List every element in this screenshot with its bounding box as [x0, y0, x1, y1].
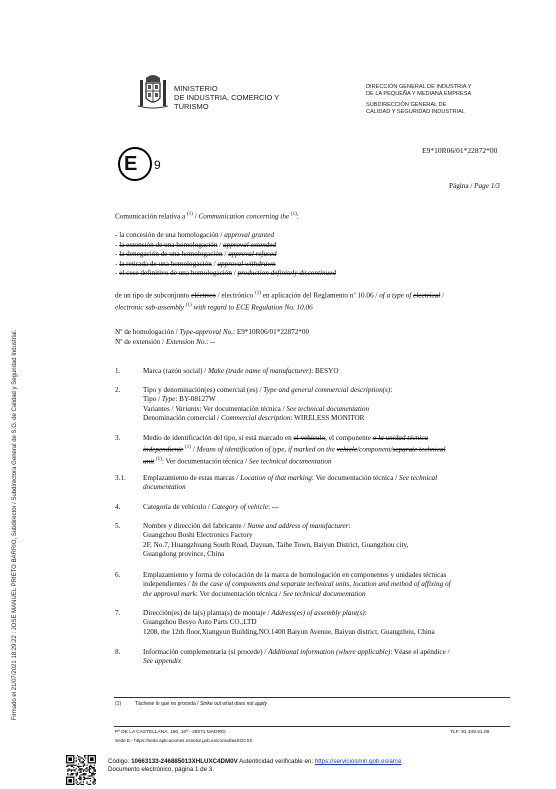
item-type: Tipo y denominación(es) comercial (es) / Type and general commercial description(s): Tipo / Type: BY-08127W Variantes / Variants: Ver documentación técnica / See technical documentation Denominación comercial / Commercial description: WIRELESS MONITOR — [143, 386, 393, 423]
signature-stamp — [10, 325, 20, 725]
item-make: Marca (razón social) / Make (trade name of manufacturer): BESYO — [143, 367, 339, 375]
item-number: 2. — [115, 386, 121, 394]
ministry-line: DE INDUSTRIA, COMERCIO Y — [174, 93, 280, 102]
concession-list — [115, 231, 336, 279]
list-item: - la retirada de una homologación / approval withdrawn — [115, 259, 276, 268]
extension-number: Nº de extensión / Extension No.: -- — [115, 337, 215, 346]
footer-sede-link[interactable]: Sede E.- https://sede.aplicaciones.minetur.gob.es/consultasSGCSI/ — [115, 738, 253, 743]
list-item: - el cese definitivo de una homologación / production definitely discontinued — [115, 269, 336, 278]
ministry-line: MINISTERIO — [174, 84, 218, 93]
ministry-name — [174, 84, 279, 111]
item-manufacturer: Nombre y dirección del fabricante / Name and address of manufacturer: Guangzhou Boshi Electronics Factory 2F, No.7, Huangzhuang South Road, Dayuan, Taihe Town, Baiyun District, Guangzhou city, Guangdong province, China — [143, 522, 409, 559]
item-identification: Medio de identificación del tipo, si está marcado en el vehículo, el componente o la unidad técnica independiente $^{(1)}$ / Means of identification of type, if marked on the vehicle/component/separate technical unit $^{(1)}$: Ver documentación técnica / See technical documentation — [143, 434, 446, 466]
footer-divider — [114, 726, 510, 727]
item-vehicle-category: Categoría de vehículo / Category of vehicle: --- — [143, 503, 279, 511]
verification-block: Código: 10663133-246885013XHLUXC4DM0V Autenticidad verificable en: https://serviciosmin.gob.es/arce Documento electrónico, página 1 de 3. — [108, 758, 402, 773]
list-item: - la concesión de una homologación / approval granted — [115, 231, 275, 239]
item-marking-location: Emplazamiento de estas marcas / Location of that marking: Ver documentación técnica / See technical documentation — [143, 474, 438, 492]
item-number: 1. — [115, 367, 121, 375]
list-item: - la extensión de una homologación / approval extended — [115, 240, 277, 249]
item-mark-placement: Emplazamiento y forma de colocación de la marca de homologación en componentes y unidades técnicas independientes / In the case of components and separate technical units, location and method of affixing of the approval mark: Ver documentación técnica / See technical documentation — [143, 571, 451, 598]
signature-stamp-text: Firmado el 21/07/2021 18:29:22 : JOSE MANUEL PRIETO BARRIO, Subdirector / Subdirectora General de S.G. de Calidad y Seguridad Industrial. — [12, 329, 18, 721]
e-mark-number: 9 — [154, 158, 161, 172]
list-item: - la denegación de una homologación / approval refused — [115, 250, 277, 259]
page-label-en: Page 1/3 — [474, 182, 500, 190]
e-mark-circle — [118, 147, 152, 181]
subassembly-statement: de un tipo de subconjunto eléctrico / electrónico $^{(1)}$ en aplicación del Reglamento nº 10.06 / of a type of electrical / electronic sub-assembly $^{(1)}$ with regard to ECE Regulation No. 10.06 — [115, 291, 445, 312]
item-number: 8. — [115, 648, 121, 656]
page-indicator: Página / Page 1/3 — [449, 182, 500, 190]
item-assembly-plant: Dirección(es) de la(s) planta(s) de montaje / Address(es) of assembly plant(s): Guangzhou Besyo Auto Parts CO.,LTD 1208, the 12th floor,Xiangyun Building,NO.1400 Baiyun Avenue, Baiyun district, Guangzhou, China — [143, 609, 435, 636]
item-additional-info: Información complementaria (si procede) / Additional information (where applicable): Véase el apéndice / See appendix — [143, 648, 450, 666]
directorate-line: DE LA PEQUEÑA Y MEDIANA EMPRESA — [366, 91, 472, 97]
approval-number: Nº de homologación / Type-approval No.: E9*10R06/01*22872*00 — [115, 328, 310, 336]
coat-of-arms-logo — [138, 72, 168, 112]
ministry-line: TURISMO — [174, 102, 209, 111]
communication-heading: Comunicación relativa a $^{(1)}$ / Communication concerning the $^{(1)}$: — [115, 212, 299, 221]
reference-number: E9*10R06/01*22872*00 — [422, 146, 498, 155]
item-number: 3. — [115, 434, 121, 442]
item-number: 6. — [115, 571, 121, 579]
e-mark-letter: E — [124, 153, 138, 175]
approval-numbers — [115, 328, 309, 347]
directorate-line: DIRECCIÓN GENERAL DE INDUSTRIA Y — [366, 84, 472, 90]
verification-link[interactable]: https://serviciosmin.gob.es/arce — [314, 758, 402, 765]
footnote: (1) Táchese lo que no proceda / Strike out what does not apply — [115, 701, 267, 707]
qr-code — [66, 755, 96, 785]
item-number: 7. — [115, 609, 121, 617]
footer-address: Pº DE LA CASTELLANA, 160, 16ª - 28071 MADRID — [115, 730, 226, 735]
directorate-header — [366, 84, 471, 116]
subdirectorate-line: CALIDAD Y SEGURIDAD INDUSTRIAL — [366, 109, 465, 115]
page-label: Página — [449, 182, 469, 190]
footer-phone: TLF: 91 349.51.08 — [450, 730, 490, 735]
item-number: 5. — [115, 522, 121, 530]
item-number: 3.1. — [115, 474, 126, 482]
footnote-divider — [114, 697, 510, 698]
item-number: 4. — [115, 503, 121, 511]
subdirectorate-line: SUBDIRECCIÓN GENERAL DE — [366, 102, 447, 108]
